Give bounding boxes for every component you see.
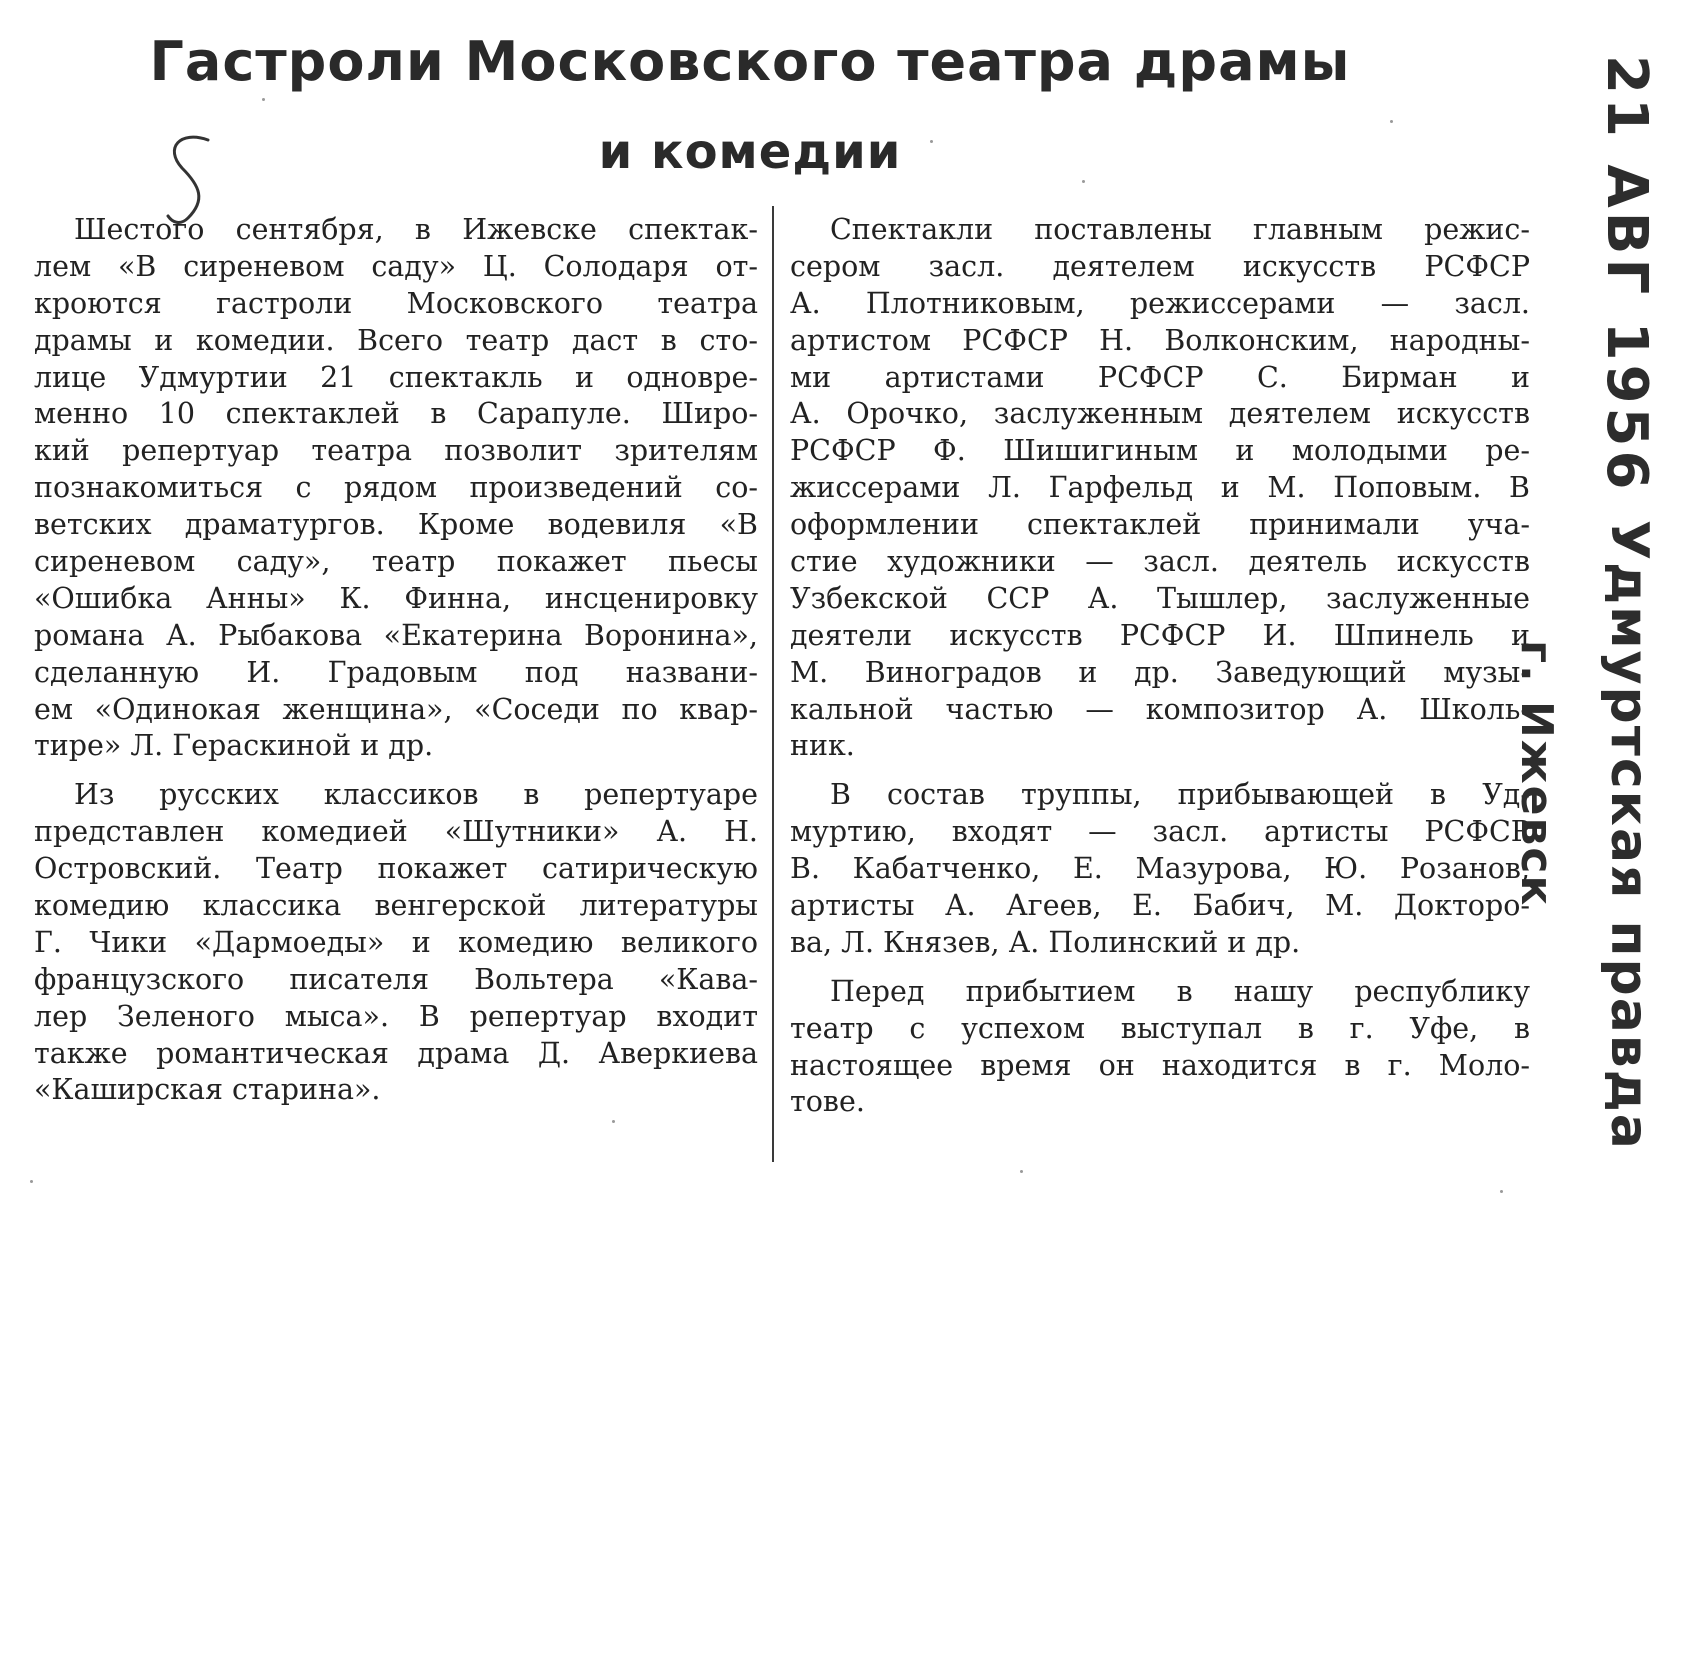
article-line: оформлении спектаклей принимали уча-: [790, 508, 1530, 542]
article-line: Шестого сентября, в Ижевске спектак-: [74, 213, 758, 246]
article-line: лице Удмуртии 21 спектакль и одновре-: [34, 360, 758, 394]
article-line: французского писателя Вольтера «Кава-: [34, 962, 758, 996]
article-right-column: [790, 212, 1530, 1121]
article-line: Из русских классиков в репертуаре: [74, 778, 758, 812]
paragraph-gap: [790, 765, 1530, 777]
article-line: драмы и комедии. Всего театр даст в сто-: [34, 323, 758, 357]
article-line: Островский. Театр покажет сатирическую: [34, 852, 758, 886]
article-line: ми артистами РСФСР С. Бирман и: [790, 360, 1530, 394]
article-left-column: [34, 212, 758, 1109]
article-line: сиреневом саду», театр покажет пьесы: [34, 545, 758, 579]
article-line: ник.: [790, 729, 855, 763]
print-speck: [30, 1180, 33, 1183]
print-speck: [262, 98, 265, 101]
print-speck: [1020, 1170, 1023, 1173]
article-line: стие художники — засл. деятель искусств: [790, 545, 1530, 579]
article-line: А. Орочко, заслуженным деятелем искусств: [790, 397, 1530, 431]
article-line: ветских драматургов. Кроме водевиля «В: [34, 508, 758, 542]
headline-line-2: и комедии: [598, 124, 902, 180]
stamp-city: г. Ижевск: [1511, 640, 1562, 908]
article-line: муртию, входят — засл. артисты РСФСР: [790, 815, 1530, 849]
article-line: кальной частью — композитор А. Школь-: [790, 692, 1530, 726]
article-line: также романтическая драма Д. Аверкиева: [34, 1036, 758, 1070]
stamp-date: 21 АВГ 1956: [1594, 55, 1659, 494]
article-line: лер Зеленого мыса». В репертуар входит: [34, 999, 758, 1033]
print-speck: [1500, 1190, 1503, 1193]
stamp-newspaper: Удмуртская правда: [1599, 520, 1659, 1151]
article-line: ем «Одинокая женщина», «Соседи по квар-: [34, 692, 758, 726]
article-line: комедию классика венгерской литературы: [34, 889, 758, 923]
print-speck: [930, 140, 933, 143]
article-line: В. Кабатченко, Е. Мазурова, Ю. Розанов,: [790, 852, 1530, 886]
article-line: кий репертуар театра позволит зрителям: [34, 434, 758, 468]
article-line: Спектакли поставлены главным режис-: [830, 213, 1530, 246]
article-line: М. Виноградов и др. Заведующий музы-: [790, 655, 1530, 689]
paragraph-gap: [790, 962, 1530, 974]
print-speck: [1082, 180, 1085, 183]
article-line: В состав труппы, прибывающей в Уд-: [830, 778, 1530, 812]
article-line: деятели искусств РСФСР И. Шпинель и: [790, 618, 1530, 652]
article-line: представлен комедией «Шутники» А. Н.: [34, 815, 758, 849]
article-line: кроются гастроли Московского театра: [34, 286, 758, 320]
print-speck: [612, 1120, 615, 1123]
column-divider: [772, 206, 774, 1162]
article-line: познакомиться с рядом произведений со-: [34, 471, 758, 505]
headline-line-1: Гастроли Московского театра драмы: [149, 30, 1351, 93]
article-line: менно 10 спектаклей в Сарапуле. Широ-: [34, 397, 758, 431]
article-line: тове.: [790, 1085, 865, 1119]
article-line: РСФСР Ф. Шишигиным и молодыми ре-: [790, 434, 1530, 468]
article-line: артисты А. Агеев, Е. Бабич, М. Докторо-: [790, 889, 1530, 923]
article-line: Узбекской ССР А. Тышлер, заслуженные: [790, 581, 1530, 615]
article-line: жиссерами Л. Гарфельд и М. Поповым. В: [790, 471, 1530, 505]
article-line: романа А. Рыбакова «Екатерина Воронина»,: [34, 618, 758, 652]
article-line: тире» Л. Гераскиной и др.: [34, 729, 434, 763]
article-line: Перед прибытием в нашу республику: [830, 974, 1530, 1008]
article-line: «Каширская старина».: [34, 1073, 381, 1107]
article-line: настоящее время он находится в г. Моло-: [790, 1048, 1530, 1082]
paragraph-gap: [34, 765, 758, 777]
article-line: Г. Чики «Дармоеды» и комедию великого: [34, 925, 758, 959]
article-line: театр с успехом выступал в г. Уфе, в: [790, 1011, 1530, 1045]
print-speck: [1390, 120, 1393, 123]
article-line: сделанную И. Градовым под названи-: [34, 655, 758, 689]
article-line: «Ошибка Анны» К. Финна, инсценировку: [34, 581, 758, 615]
article-line: артистом РСФСР Н. Волконским, народны-: [790, 323, 1530, 357]
article-line: сером засл. деятелем искусств РСФСР: [790, 249, 1530, 283]
article-line: лем «В сиреневом саду» Ц. Солодаря от-: [34, 249, 758, 283]
article-line: А. Плотниковым, режиссерами — засл.: [790, 286, 1530, 320]
article-line: ва, Л. Князев, А. Полинский и др.: [790, 925, 1301, 959]
